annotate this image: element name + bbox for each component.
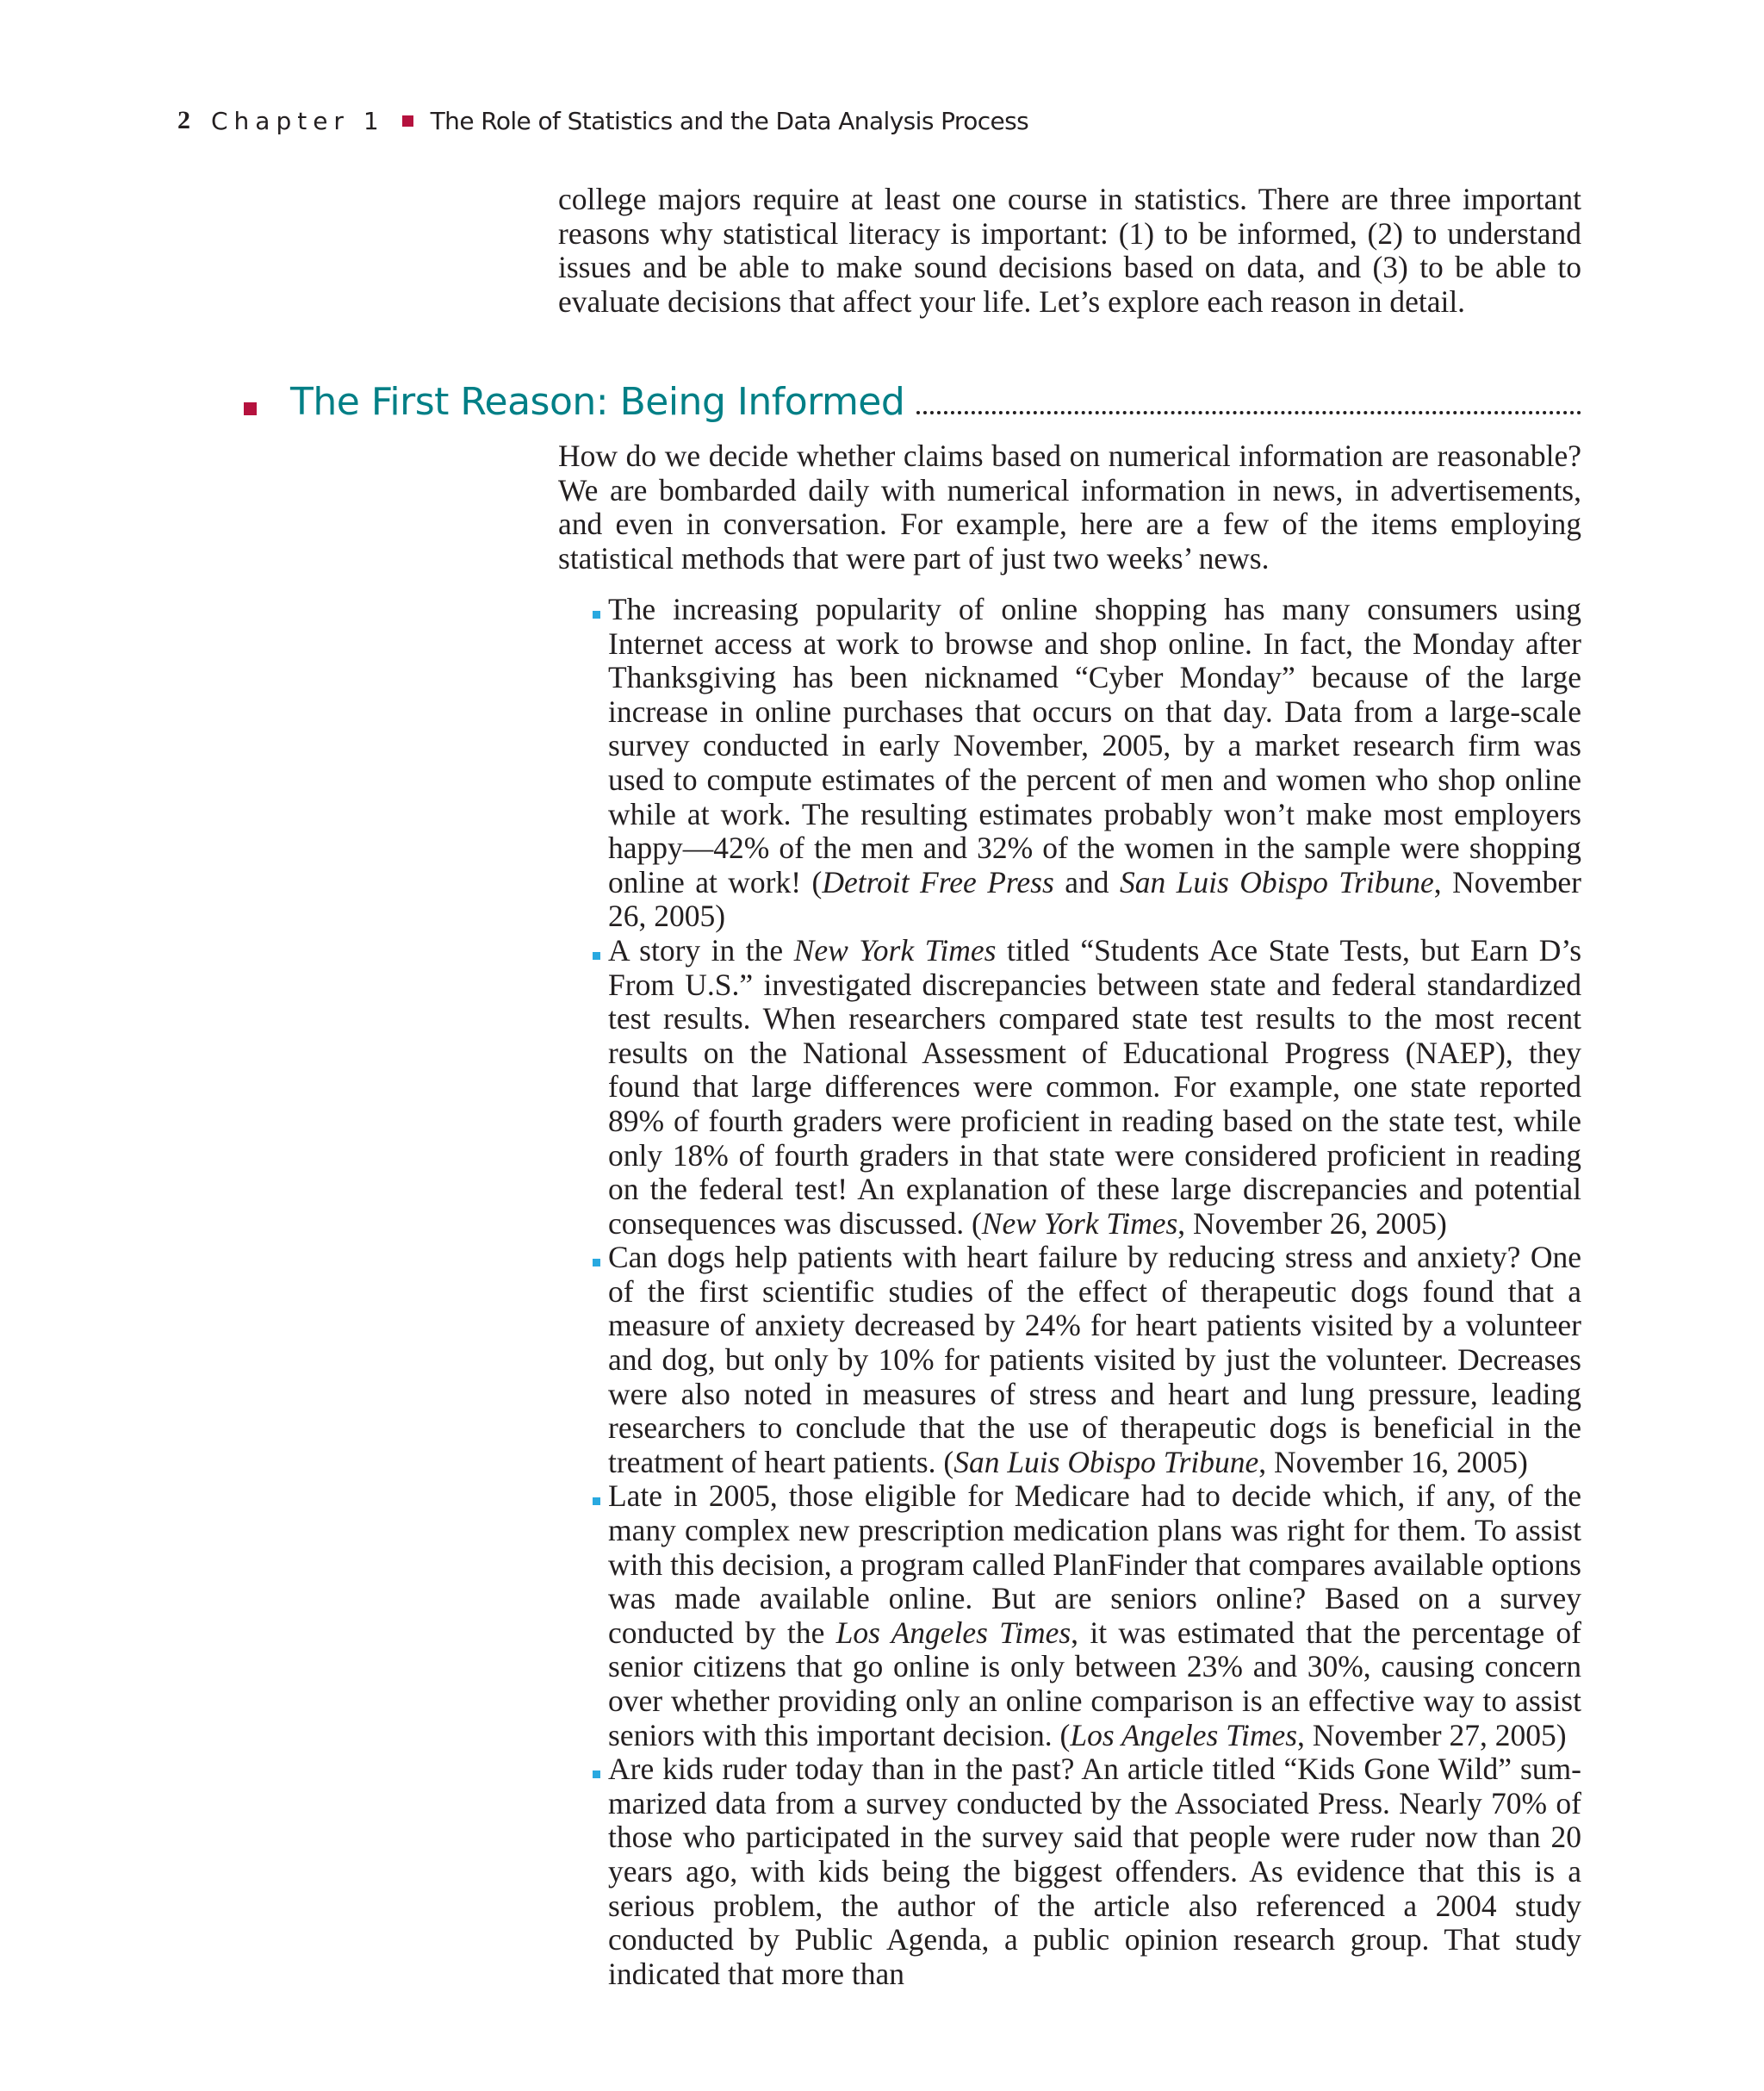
dotted-leader: [916, 411, 1581, 414]
source-title: New York Times: [793, 932, 997, 968]
square-bullet-icon: [593, 952, 600, 960]
list-item: [587, 593, 1581, 934]
intro-paragraph-block: [558, 183, 1581, 319]
list-item-text: Late in 2005, those eligible for Medicare had to decide which, if any, of the many complex new prescription medication plans was right for them. To assist with this decision, a program called PlanFinder that compares available options was made available online. But are seniors online? Based on a survey conducted by the: [608, 1478, 1581, 1650]
list-item-text: The increasing popularity of online shopping has many consumers using Internet access at work to browse and shop online. In fact, the Monday after Thanksgiving has been nicknamed “Cyber Monday” because of the large increase in online purchases that occurs on that day. Data from a large-scale survey conducted in early November, 2005, by a market research firm was used to compute estimates of the percent of men and women who shop online while at work. The resulting estimates probably won’t make most employers happy—42% of the men and 32% of the women in the sample were shopping online at work! (: [608, 592, 1581, 899]
section-heading: [244, 377, 1581, 427]
source-title: Los Angeles Times: [835, 1615, 1071, 1650]
list-item-text: Are kids ruder today than in the past? An article titled “Kids Gone Wild” summarized data from a survey conducted by the Associated Press. Nearly 70% of those who participated in the survey said that people were ruder now than 20 years ago, with kids being the biggest offenders. As evidence that this is a serious problem, the author of the article also referenced a 2004 study conducted by Public Agenda, a public opinion research group. That study indicated that more than: [608, 1752, 1581, 1991]
news-item-list: [587, 593, 1581, 1991]
page-number: 2: [177, 106, 190, 134]
list-item: [587, 934, 1581, 1241]
list-item-text: , it was estimated that the percentage of senior citizens that go online is only between 23% and 30%, causing concern over whether providing only an online comparison is an effective way to assist seniors with this important decision. (: [608, 1615, 1581, 1752]
list-item: [587, 1241, 1581, 1479]
section-paragraph-block: [558, 439, 1581, 576]
list-item-text: , November 16, 2005): [1258, 1444, 1528, 1479]
section-title: The First Reason: Being Informed: [290, 380, 905, 424]
list-item-text: titled “Students Ace State Tests, but Earn D’s From U.S.” investigated discrepancies between state and federal standardized test results. When researchers compared state test results to the most recent results on the National Assessment of Educational Progress (NAEP), they found that large differences were common. For example, one state reported 89% of fourth graders were proficient in reading based on the state test, while only 18% of fourth graders in that state were considered proficient in reading on the federal test! An explanation of these large discrepancies and potential consequences was discussed. (: [608, 932, 1582, 1241]
square-bullet-icon: [593, 1259, 600, 1266]
list-item-text: , November 26, 2005): [1177, 1205, 1447, 1241]
section-paragraph: How do we decide whether claims based on numerical information are reasonable? We are bombarded daily with numerical information in news, in advertisements, and even in conversation. For example, here are a few of the items employing statistical methods that were part of just two weeks’ news.: [558, 439, 1581, 576]
square-bullet-icon: [593, 611, 600, 619]
list-item-text: and: [1053, 864, 1120, 899]
list-item-text: Can dogs help patients with heart failure by reducing stress and anxiety? One of the first scientific studies of the effect of therapeutic dogs found that a measure of anxiety decreased by 24% for heart patients visited by a volunteer and dog, but only by 10% for patients visited by just the volunteer. Decreases were also noted in measures of stress and heart and lung pressure, leading researchers to conclude that the use of therapeutic dogs is beneficial in the treatment of heart patients. (: [608, 1240, 1581, 1479]
running-head: [177, 100, 1028, 141]
chapter-title: The Role of Statistics and the Data Analysis Process: [430, 106, 1029, 135]
square-bullet-icon: [593, 1771, 600, 1778]
list-item-text: , November 27, 2005): [1297, 1717, 1567, 1752]
source-title: Los Angeles Times: [1070, 1717, 1298, 1752]
list-item: [587, 1752, 1581, 1991]
list-item: [587, 1479, 1581, 1752]
intro-paragraph: college majors require at least one course in statistics. There are three important reasons why statistical literacy is important: (1) to be informed, (2) to understand issues and be able to make sound decisions based on data, and (3) to be able to evaluate decisions that affect your life. Let’s explore each reason in detail.: [558, 182, 1581, 319]
source-title: San Luis Obispo Tribune: [953, 1444, 1259, 1479]
section-bullet-icon: [244, 402, 257, 415]
source-title: New York Times: [981, 1205, 1178, 1241]
running-head-bullet-icon: [402, 115, 413, 127]
chapter-label: Chapter 1: [211, 106, 385, 135]
list-item-text: , November 26, 2005): [608, 864, 1581, 934]
source-title: San Luis Obispo Tribune: [1119, 864, 1434, 899]
list-item-text: A story in the: [608, 932, 794, 968]
square-bullet-icon: [593, 1497, 600, 1505]
source-title: Detroit Free Press: [822, 864, 1054, 899]
